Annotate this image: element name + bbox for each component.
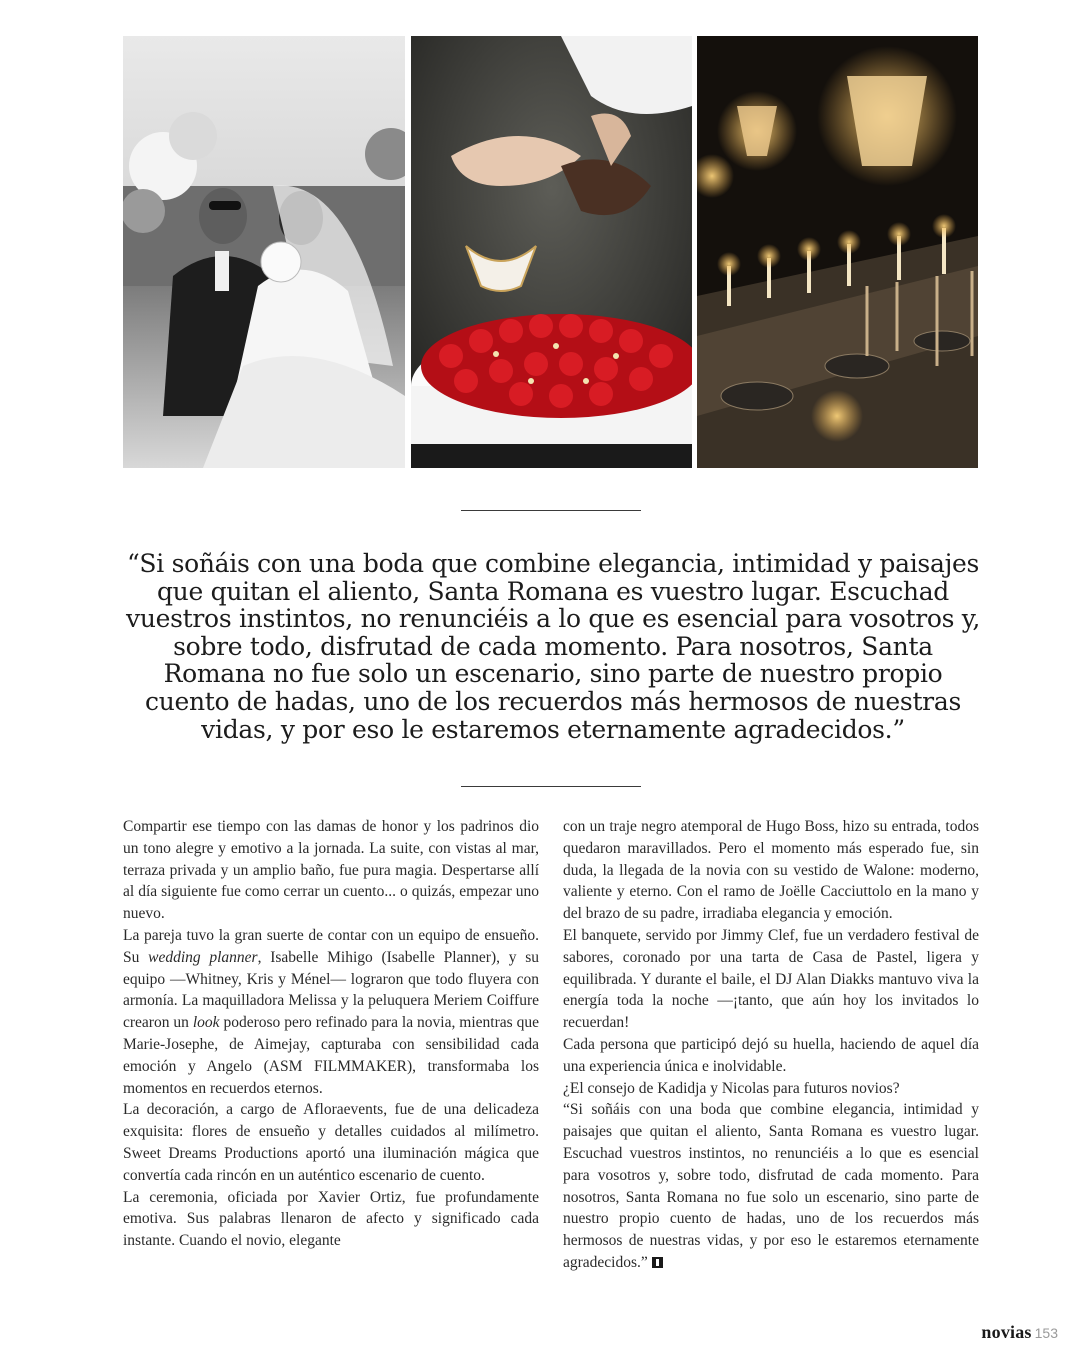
paragraph [563,1099,979,1273]
page-number: 153 [1034,1325,1058,1341]
paragraph: El banquete, servido por Jimmy Clef, fue un verdadero festival de sabores, coronado por una tarta de Casa de Pastel, ligera y equilibrada. Y durante el baile, el DJ Alan Diakks mantuvo viva la energía toda la noche —¡tanto, que aún hoy los invitados lo recuerdan! [563,926,979,1032]
magazine-name: novias [981,1322,1032,1342]
quote-divider-bottom [461,786,641,787]
photo-candlelit-banquet [697,36,978,468]
text-run: poderoso pero refinado para la novia, mientras que Marie-Josephe, de Aimejay, capturaba con sensibilidad cada emoción y Angelo (ASM FILMMAKER), transformaba los momentos en recuerdos eternos. [123,1014,539,1097]
closing-quote: “Si soñáis con una boda que combine elegancia, intimidad y paisajes que quitan el aliento, Santa Romana es vuestro lugar. Escuchad vuestros instintos, no renunciéis a lo que es esencial para vosotros y, sobre todo, disfrutad de cada momento. Para nosotros, Santa Romana no fue solo un escenario, sino parte de nuestro propio cuento de hadas, uno de los recuerdos más hermosos de nuestras vidas, y por eso le estaremos eternamente agradecidos.” [563,1101,979,1271]
body-column-right [563,816,979,1274]
quote-divider-top [461,510,641,511]
italic-term: wedding planner [148,948,258,966]
italic-term: look [192,1014,220,1032]
paragraph: con un traje negro atemporal de Hugo Boss, hizo su entrada, todos quedaron maravillados. Pero el momento más esperado fue, sin duda, la llegada de la novia con su vestido de Walone: moderno, valiente y eterno. Con el ramo de Joëlle Cacciuttolo en la mano y del brazo de su padre, irradiaba elegancia y emoción. [563,818,979,923]
paragraph: Compartir ese tiempo con las damas de honor y los padrinos dio un tono alegre y emotivo a la jornada. La suite, con vistas al mar, terraza privada y un amplio baño, fue pura magia. Despertarse allí al día siguiente fue como cerrar un cuento... o quizás, empezar uno nuevo. [123,818,539,923]
paragraph: La decoración, a cargo de Afloraevents, fue de una delicadeza exquisita: flores de ensueño y detalles cuidados al milímetro. Sweet Dreams Productions aportó una iluminación mágica que convertía cada rincón en un auténtico escenario de cuento. [123,1101,539,1184]
page-folio [981,1322,1058,1343]
paragraph: Cada persona que participó dejó su huella, haciendo de aquel día una experiencia única e inolvidable. [563,1035,979,1075]
paragraph: La ceremonia, oficiada por Xavier Ortiz, fue profundamente emotiva. Sus palabras llenaron de afecto y significado cada instante. Cuando el novio, elegante [123,1188,539,1250]
body-column-left [123,816,539,1252]
text-run: La pareja tuvo la gran suerte de contar con un equipo de ensueño. Su [123,926,539,966]
pull-quote: “Si soñáis con una boda que combine elegancia, intimidad y paisajes que quitan el aliento, Santa Romana es vuestro lugar. Escuchad vuestros instintos, no renunciéis a lo que es esencial para vosotros y, sobre todo, disfrutad de cada momento. Para nosotros, Santa Romana no fue solo un escenario, sino parte de nuestro propio cuento de hadas, uno de los recuerdos más hermosos de nuestras vidas, y por eso le estaremos eternamente agradecidos.” [126,549,980,744]
photo-strawberry-cake [411,36,692,468]
paragraph: ¿El consejo de Kadidja y Nicolas para futuros novios? [563,1079,900,1097]
paragraph [123,925,539,1099]
text-run: , Isabelle Mihigo (Isabelle Planner), y su equipo —Whitney, Kris y Ménel— lograron que todo fluyera con armonía. La maquilladora Melissa y la peluquera Meriem Coiffure crearon un [123,948,539,1032]
photo-couple-ceremony [123,36,405,468]
end-of-article-icon [652,1257,663,1268]
